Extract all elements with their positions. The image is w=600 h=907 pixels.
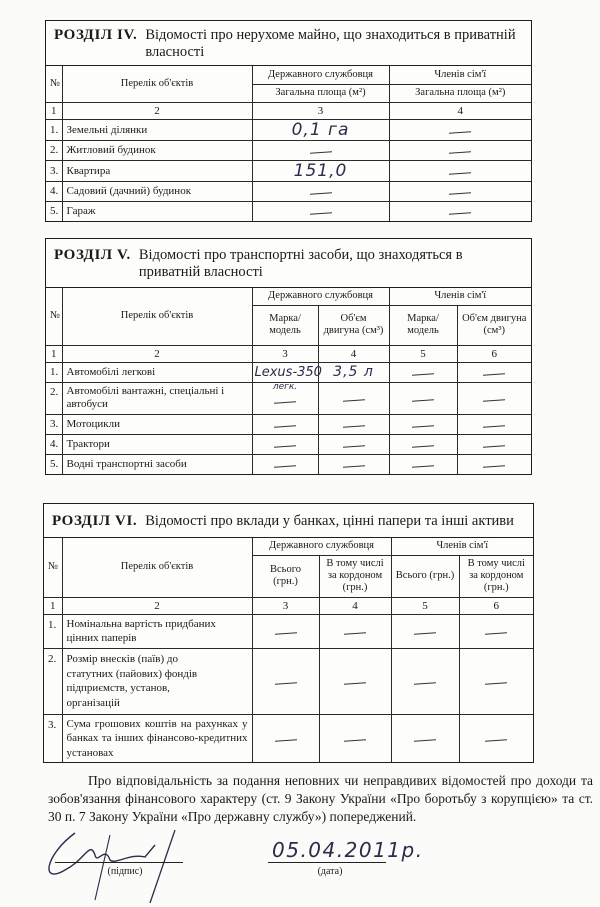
dash-mark: [449, 212, 471, 215]
col-header-area-family: Загальна площа (м²): [389, 84, 531, 102]
col-header-area-official: Загальна площа (м²): [252, 84, 389, 102]
column-numbers-row: [46, 102, 531, 119]
col-header-total-official: Всього (грн.): [252, 555, 319, 597]
row-name: Автомобілі вантажні, спеціальні і автобуси: [62, 382, 252, 414]
table-row: [46, 140, 531, 160]
dash-mark: [485, 682, 507, 685]
col-header-family: Членів сім'ї: [391, 538, 533, 555]
col-header-abroad-official: В тому числі за кордоном (грн.): [319, 555, 391, 597]
dash-mark: [309, 192, 331, 195]
row-no: 1.: [46, 119, 62, 140]
real-estate-table: [46, 66, 531, 221]
handwritten-value: 0,1 га: [291, 119, 350, 140]
row-no: 1.: [44, 614, 62, 648]
section-4-title: Відомості про нерухоме майно, що знаходиться в приватній власності: [145, 27, 516, 60]
dash-mark: [344, 739, 366, 742]
dash-mark: [274, 445, 296, 448]
dash-mark: [483, 445, 505, 448]
dash-mark: [274, 632, 296, 635]
handwritten-volume: 3,5 л: [333, 364, 374, 380]
row-no: 3.: [44, 714, 62, 762]
col-header-official: Державного службовця: [252, 538, 391, 555]
dash-mark: [412, 425, 434, 428]
row-name: Мотоцикли: [62, 414, 252, 434]
row-no: 4.: [46, 434, 62, 454]
col-header-volume-family: Об'єм двигуна (см³): [457, 305, 531, 345]
dash-mark: [274, 739, 296, 742]
dash-mark: [342, 445, 364, 448]
section-6-title: Відомості про вклади у банках, цінні папери та інші активи: [145, 513, 514, 529]
col-header-no: №: [46, 66, 62, 102]
row-name: Розмір внесків (паїв) до статутних (пайових) фондів підприємств, установ, організацій: [62, 648, 252, 714]
dash-mark: [414, 739, 436, 742]
col-number: 4: [318, 345, 389, 362]
dash-mark: [449, 172, 471, 175]
row-no: 3.: [46, 414, 62, 434]
row-no: 2.: [44, 648, 62, 714]
col-header-brand-official: Марка/ модель: [252, 305, 318, 345]
dash-mark: [449, 151, 471, 154]
vehicles-table: [46, 288, 531, 474]
handwritten-brand: Lexus-350: [254, 364, 322, 380]
col-number: 4: [389, 102, 531, 119]
table-row: [46, 362, 531, 382]
handwritten-value: 151,0: [293, 160, 348, 181]
row-no: 5.: [46, 201, 62, 221]
table-row: [46, 414, 531, 434]
liability-statement: [48, 772, 593, 826]
dash-mark: [485, 739, 507, 742]
table-row: [44, 648, 533, 714]
section-6-number: РОЗДІЛ VI.: [52, 513, 138, 529]
col-header-objects: Перелік об'єктів: [62, 66, 252, 102]
row-name: Гараж: [62, 201, 252, 221]
table-row: [46, 454, 531, 474]
date-label: (дата): [317, 866, 343, 877]
signature-scribble: [35, 825, 185, 905]
dash-mark: [414, 682, 436, 685]
dash-mark: [274, 401, 296, 404]
dash-mark: [483, 373, 505, 376]
section-4-table: [45, 20, 532, 222]
signature-line: [55, 862, 183, 863]
col-header-abroad-family: В тому числі за кордоном (грн.): [459, 555, 533, 597]
table-row: [44, 614, 533, 648]
col-number: 2: [62, 345, 252, 362]
col-number: 6: [457, 345, 531, 362]
table-row: [44, 714, 533, 762]
handwritten-note: легк.: [272, 381, 298, 392]
row-no: 1.: [46, 362, 62, 382]
col-number: 2: [62, 102, 252, 119]
col-number: 6: [459, 597, 533, 614]
col-header-total-family: Всього (грн.): [391, 555, 459, 597]
section-6-table: [43, 503, 534, 763]
handwritten-date: 05.04.2011р.: [272, 838, 424, 862]
section-5-table: [45, 238, 532, 475]
assets-table: [44, 538, 533, 762]
dash-mark: [344, 682, 366, 685]
dash-mark: [274, 425, 296, 428]
section-4-header: [46, 21, 531, 66]
liability-statement-text: Про відповідальність за подання неповних чи неправдивих відомостей про доходи та зобов'язання фінансового характеру (ст. 9 Закону України «Про боротьбу з корупцією» та ст. 30 п. 7 Закону України «Про державну службу») попереджений.: [48, 773, 593, 824]
col-number: 1: [46, 345, 62, 362]
section-6-header: [44, 504, 533, 538]
col-number: 3: [252, 345, 318, 362]
dash-mark: [412, 399, 434, 402]
col-number: 5: [391, 597, 459, 614]
dash-mark: [414, 632, 436, 635]
col-header-no: №: [46, 288, 62, 345]
row-name: Водні транспортні засоби: [62, 454, 252, 474]
dash-mark: [274, 682, 296, 685]
dash-mark: [483, 399, 505, 402]
col-header-objects: Перелік об'єктів: [62, 538, 252, 597]
row-name: Номінальна вартість придбаних цінних паперів: [62, 614, 252, 648]
dash-mark: [342, 425, 364, 428]
table-row: [46, 181, 531, 201]
dash-mark: [412, 465, 434, 468]
col-header-objects: Перелік об'єктів: [62, 288, 252, 345]
col-header-brand-family: Марка/ модель: [389, 305, 457, 345]
table-row: [46, 382, 531, 414]
section-5-header: [46, 239, 531, 288]
dash-mark: [309, 212, 331, 215]
dash-mark: [342, 399, 364, 402]
row-name: Сума грошових коштів на рахунках у банках та інших фінансово-кредитних установах: [62, 714, 252, 762]
row-name: Житловий будинок: [62, 140, 252, 160]
col-number: 2: [62, 597, 252, 614]
col-header-official: Державного службовця: [252, 66, 389, 84]
dash-mark: [342, 465, 364, 468]
row-no: 2.: [46, 382, 62, 414]
table-row: [46, 434, 531, 454]
row-no: 3.: [46, 160, 62, 181]
row-no: 5.: [46, 454, 62, 474]
dash-mark: [412, 373, 434, 376]
column-numbers-row: [44, 597, 533, 614]
dash-mark: [449, 192, 471, 195]
dash-mark: [344, 632, 366, 635]
dash-mark: [483, 465, 505, 468]
col-header-no: №: [44, 538, 62, 597]
col-header-volume-official: Об'єм двигуна (см³): [318, 305, 389, 345]
col-number: 4: [319, 597, 391, 614]
date-line: [268, 862, 386, 863]
section-5-title: Відомості про транспортні засоби, що знаходяться в приватній власності: [138, 247, 463, 280]
row-name: Трактори: [62, 434, 252, 454]
section-5-number: РОЗДІЛ V.: [54, 247, 131, 263]
signature-label: (підпис): [107, 866, 143, 877]
col-number: 1: [46, 102, 62, 119]
dash-mark: [485, 632, 507, 635]
dash-mark: [309, 151, 331, 154]
row-name: Автомобілі легкові: [62, 362, 252, 382]
dash-mark: [274, 465, 296, 468]
col-header-family: Членів сім'ї: [389, 288, 531, 305]
row-name: Квартира: [62, 160, 252, 181]
table-row: [46, 201, 531, 221]
col-number: 3: [252, 102, 389, 119]
row-no: 4.: [46, 181, 62, 201]
col-header-family: Членів сім'ї: [389, 66, 531, 84]
row-no: 2.: [46, 140, 62, 160]
section-4-number: РОЗДІЛ IV.: [54, 27, 138, 43]
row-name: Земельні ділянки: [62, 119, 252, 140]
dash-mark: [483, 425, 505, 428]
dash-mark: [412, 445, 434, 448]
col-header-official: Державного службовця: [252, 288, 389, 305]
row-name: Садовий (дачний) будинок: [62, 181, 252, 201]
table-row: [46, 119, 531, 140]
col-number: 3: [252, 597, 319, 614]
dash-mark: [449, 131, 471, 134]
column-numbers-row: [46, 345, 531, 362]
col-number: 1: [44, 597, 62, 614]
col-number: 5: [389, 345, 457, 362]
table-row: [46, 160, 531, 181]
